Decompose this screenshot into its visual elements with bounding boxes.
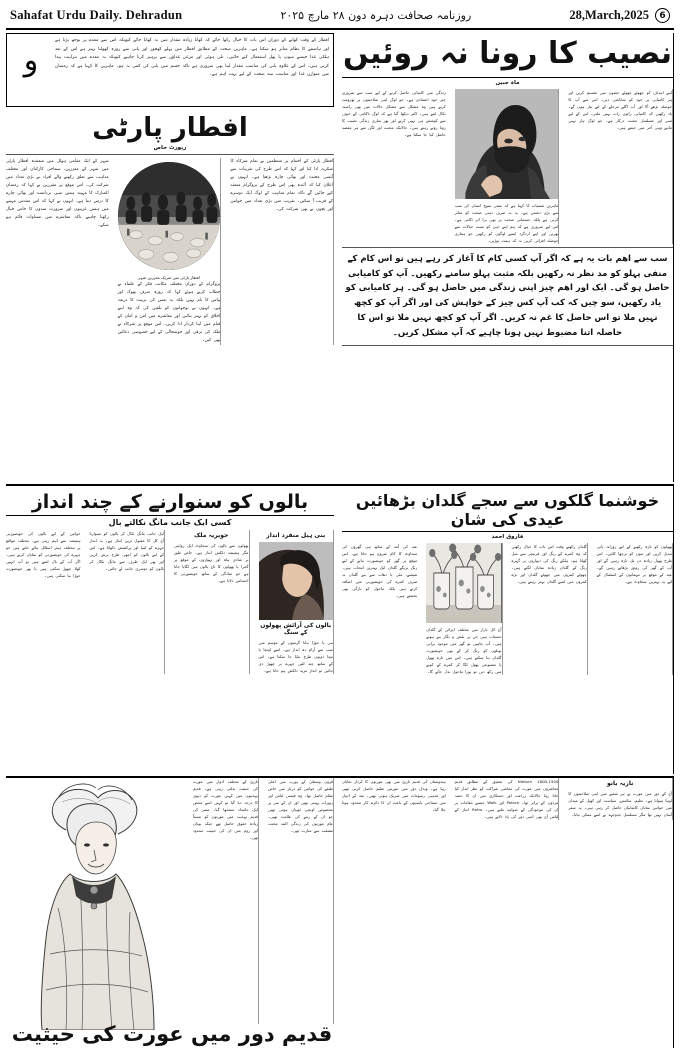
hair-col-3-text: پھولوں سے بالوں کی سجاوٹ ایک روایتی مگر ہمیشہ دلکش انداز ہے۔ خاص طور پر شادی بیاہ اور تہواروں کے موقع پر گجرا یا پھولوں کا تاج بالوں میں لگایا جاتا ہے جو سادگی کے ساتھ خوبصورتی کا احساس دلاتا ہے۔ — [174, 543, 249, 584]
main-col-2-text: ماہرین نفسیات کا کہنا ہے کہ منفی سوچ انسان کی سب سے بڑی دشمن ہے۔ یہ نہ صرف ذہنی صحت کو متاثر کرتی ہے بلکہ جسمانی صحت پر بھی برا اثر ڈالتی ہے۔ اس لیے ضروری ہے کہ ہم اپنے ذہن کو مثبت خیالات سے بھریں اور اپنے اردگرد ایسے لوگوں کو رکھیں جو ہماری حوصلہ افزائی کریں نہ کہ ہمت توڑیں۔ — [454, 202, 559, 243]
iftar-col-2-text: پروگرام کے دوران مختلف مکاتب فکر کے علماء نے خطاب کرتے ہوئے کہا کہ روزہ صرف بھوک اور پیاس کا نام نہیں بلکہ یہ نفس کی تربیت کا ذریعہ ہے۔ انہوں نے نوجوانوں کو تلقین کی کہ وہ اپنے اخلاق کو بہتر بنائیں اور معاشرے میں امن و امان کے قیام میں اپنا کردار ادا کریں۔ اس موقع پر شرکاء نے ملک کی ترقی اور خوشحالی کے لیے خصوصی دعائیں بھی کیں۔ — [117, 282, 221, 343]
main-article — [338, 33, 674, 482]
iftar-col-3-text: افطار پارٹی کے اختتام پر منتظمین نے تمام شرکاء کا شکریہ ادا کیا اور کہا کہ اس طرح کی تقریبات سے آپسی محبت اور بھائی چارہ بڑھتا ہے۔ انہوں نے اعلان کیا کہ آئندہ بھی اس طرح کے پروگرام منعقد کیے جائیں گے تاکہ تمام مذاہب کے لوگ ایک دوسرے کے قریب آ سکیں۔ تقریب میں بڑی تعداد میں خواتین اور بچوں نے بھی شرکت کی۔ — [230, 159, 334, 212]
vases-col-2-text: آج کل بازار میں مختلف ڈیزائن کے گلدان دستیاب ہیں جن پر نقش و نگار بنے ہوتے ہیں۔ آپ چاہیں تو گھر میں موجود پرانی بوتلوں کو رنگ کر کے بھی خوبصورت گلدان بنا سکتے ہیں۔ اس میں تازہ پھول یا مصنوعی پھول لگا کر کمرے کے کونے میں رکھ دیں تو پورا ماحول بدل جائے گا۔ — [426, 627, 502, 675]
hair-col-3 — [170, 530, 250, 674]
vases-col-1 — [342, 543, 417, 675]
boxed-brief — [6, 33, 334, 107]
vases-col-4-text: پھولوں کو تازہ رکھنے کے لیے روزانہ پانی تبدیل کریں اور تنوں کو ترچھا کاٹیں۔ اس طرح پھول زیادہ دن تک تازہ رہیں گے اور آپ کے گھر کی رونق بڑھاتے رہیں گے۔ عید کے موقع پر مہمانوں کے استقبال کے لیے یہ بہترین سجاوٹ ہے۔ — [596, 544, 672, 585]
bottom-section — [6, 776, 674, 1048]
vases-col-1-text: عید کی آمد کے ساتھ ہی گھروں کی سجاوٹ کا کام شروع ہو جاتا ہے۔ اس موقع پر گھر کو خوبصورت بنانے کے لیے رنگ برنگے گلدان ایک بہترین انتخاب ہیں۔ شیشے، مٹی یا دھات سے بنے گلدان نہ صرف کمرے کی خوبصورتی میں اضافہ کرتے ہیں بلکہ ماحول کو تازگی بھی بخشتے ہیں۔ — [342, 544, 418, 599]
masthead-title: Sahafat Urdu Daily. Dehradun — [10, 8, 183, 22]
history-col-e — [564, 778, 673, 820]
hair-model-svg — [259, 542, 334, 620]
main-col-3-text: اپنے اہداف کو چھوٹے چھوٹے حصوں میں تقسیم کریں اور ہر کامیابی پر خود کو شاباشی دیں۔ اس سے آپ کا حوصلہ بڑھے گا اور آپ اگلے مرحلے کے لیے تیار ہوں گے۔ یاد رکھیں کہ کامیابی راتوں رات نہیں ملتی، اس کے لیے صبر اور مسلسل محنت درکار ہے۔ جو لوگ ہار نہیں مانتے وہی آخر میں جیتتے ہیں۔ — [568, 89, 673, 130]
iftar-photo — [118, 162, 221, 270]
history-byline: نازیہ بانو — [607, 780, 634, 787]
vases-article — [338, 486, 674, 774]
history-headline: قدیم دور میں عورت کی حیثیت — [11, 1022, 333, 1046]
hair-col-1 — [6, 530, 81, 674]
main-headline: نصیب کا رونا نہ روئیں — [342, 36, 673, 71]
main-col-2 — [451, 89, 560, 244]
hair-col-2 — [86, 530, 166, 674]
medieval-woman-svg — [6, 778, 184, 1030]
hair-col-1-text: خواتین کے لیے بالوں کی خوبصورتی ہمیشہ سے اہم رہی ہے۔ مختلف مواقع پر مختلف ہیئر اسٹائل بنائے جاتے ہیں جو چہرے کی خوبصورتی کو نمایاں کرتے ہیں۔ اگر آپ کے بال لمبے ہیں تو آپ انہیں کھلا چھوڑ سکتی ہیں یا پھر خوبصورت جوڑا بنا سکتی ہیں۔ — [6, 531, 81, 579]
vases-columns — [342, 543, 673, 675]
history-col-a-text: تاریخ کے مختلف ادوار میں عورت کی حیثیت بدلتی رہی ہے۔ قدیم تہذیبوں میں کہیں عورت کو دیوی کا درجہ دیا گیا تو کہیں اسے محض ایک جائیداد سمجھا گیا۔ مصر کی قدیم تہذیب میں عورتوں کو نسبتاً زیادہ حقوق حاصل تھے جبکہ یونان اور روم میں ان کی حیثیت محدود تھی۔ — [193, 779, 258, 841]
history-col-b — [264, 778, 334, 1024]
hair-col-2-text: ایک جانب مانگ نکال کر بالوں کو سنوارنا آج کل کا مقبول ترین انداز ہے۔ یہ انداز چہرے کو لمبا اور پرکشش دکھاتا ہے۔ اس کے لیے بالوں کو اچھی طرح برش کریں اور پھر ایک طرف سے مانگ نکال کر بالوں کو دوسری جانب لے جائیں۔ — [89, 531, 164, 572]
iftar-col-1-text: شہر کے ایک مقامی ہوٹل میں منعقدہ افطار پارٹی میں شہر کے معززین، سماجی کارکنان اور مختلف مذاہب سے تعلق رکھنے والے افراد نے بڑی تعداد میں شرکت کی۔ اس موقع پر مقررین نے کہا کہ رمضان المبارک کا مہینہ ہمیں صبر، برداشت اور بھائی چارے کا درس دیتا ہے۔ انہوں نے کہا کہ اس مقدس مہینے میں ہمیں غریبوں اور ضرورت مندوں کا خاص خیال رکھنا چاہیے تاکہ معاشرے میں مساوات قائم ہو سکے۔ — [6, 159, 109, 228]
hair-col-4-text: بنی یا جوڑا بنانا گرمیوں کے موسم میں سب سے آرام دہ انداز ہے۔ اسے اونچا یا نیچا دونوں طرح بنایا جا سکتا ہے۔ اس کے ساتھ چند لٹیں چہرے پر چھوڑ دی جائیں تو انداز مزید دلکش ہو جاتا ہے۔ — [258, 640, 333, 674]
vases-col-3 — [508, 543, 588, 675]
main-col-1 — [342, 89, 446, 244]
masthead-date-group — [569, 8, 670, 23]
mid-section — [6, 484, 674, 774]
hair-sub2: بالوں کی آرائش پھولوں کے سنگ — [260, 622, 332, 636]
vases-headline: خوشنما گلکوں سے سجے گلدان بڑھائیں عیدی کی شان — [355, 491, 660, 529]
iftar-columns — [6, 158, 334, 345]
iftar-col-1 — [6, 158, 109, 345]
history-col-c — [342, 778, 446, 820]
paper-logo-icon: و — [23, 42, 39, 78]
woman-portrait-svg — [455, 89, 559, 199]
iftar-col-2 — [114, 158, 222, 345]
history-col-d — [451, 778, 560, 820]
main-col-1-text: زندگی میں کامیابی حاصل کرنے کے لیے سب سے ضروری چیز خود اعتمادی ہے۔ جو لوگ اپنی صلاحیتوں پر بھروسہ کرتے ہیں وہ مشکل سے مشکل حالات میں بھی راستہ نکال لیتے ہیں۔ اکثر دیکھا گیا ہے کہ لوگ ناکامی کے خوف سے کوشش ہی نہیں کرتے اور پھر ساری زندگی نصیب کا رونا روتے رہتے ہیں۔ حالانکہ محنت اور لگن سے ہر مقصد حاصل کیا جا سکتا ہے۔ — [342, 89, 446, 137]
top-section — [6, 30, 674, 482]
hair-byline: جویریہ ملک — [194, 532, 229, 539]
vases-col-4 — [593, 543, 673, 675]
masthead-urdu-title: روزنامہ صحافت دہرہ دون ۲۸ مارچ ۲۰۲۵ — [280, 9, 472, 22]
iftar-article — [6, 33, 338, 482]
hair-columns — [6, 530, 334, 674]
main-byline: ماہ جبیں — [495, 79, 520, 86]
history-columns-right — [342, 778, 673, 820]
flower-vases-svg — [426, 543, 501, 623]
boxed-brief-text: افطار کے وقت کھانے کے دوران اس بات کا خیال رکھا جائے کہ کھانا زیادہ مقدار میں نہ کھایا جائے کیونکہ اس سے معدے پر بوجھ پڑتا ہے اور ہاضمے کا نظام متاثر ہو سکتا ہے۔ ماہرین صحت کے مطابق افطار میں پہلے کھجور اور پانی سے روزہ کھولنا بہتر ہے اس کے بعد ہلکی غذا جیسے سوپ یا پھل استعمال کیے جائیں۔ تلی ہوئی اور مرغن غذاؤں سے پرہیز کرنا چاہیے کیونکہ یہ معدے میں تیزابیت پیدا کرتی ہیں۔ اس کے علاوہ پانی کی مناسب مقدار لینا بھی ضروری ہے تاکہ جسم میں پانی کی کمی نہ ہو۔ ماہرین کا کہنا ہے کہ رمضان میں متوازن غذا اور مناسب نیند صحت کے لیے بہت اہم ہے۔ — [55, 38, 329, 78]
hair-headline: بالوں کو سنوارنے کے چند انداز — [31, 491, 309, 513]
vases-col-3-text: گلدان رکھتے وقت اس بات کا خیال رکھیں کہ وہ کمرے کے رنگ اور فرنیچر سے میل کھاتا ہو۔ ہلکے رنگ کی دیواروں پر گہرے رنگ کے گلدان زیادہ نمایاں لگتے ہیں۔ چھوٹے کمروں میں چھوٹے گلدان اور بڑے کمروں میں لمبے گلدان بہتر رہتے ہیں۔ — [511, 544, 587, 585]
history-col-a — [189, 778, 259, 1024]
hair-subhead: کسی ایک جانب مانگ نکالتے بال — [108, 518, 232, 527]
iftar-photo-caption: افطار پارٹی میں شریک معززین شہر — [138, 275, 200, 280]
hair-col-4 — [255, 530, 335, 674]
iftar-col-3 — [226, 158, 334, 345]
hair-photo — [259, 542, 334, 620]
history-article-right — [338, 778, 674, 1048]
history-col-e-text: آج کے دور میں عورت نے ہر شعبے میں اپنی صلاحیتوں کا لوہا منوایا ہے۔ تعلیم، سائنس، سیاست اور کھیل کے میدان میں خواتین نمایاں کامیابیاں حاصل کر رہی ہیں۔ یہ سفر آسان نہیں تھا مگر مسلسل جدوجہد نے اسے ممکن بنایا۔ — [568, 791, 673, 818]
main-columns — [342, 89, 673, 244]
history-article-left — [6, 778, 338, 1048]
history-col-c-text: ہندوستان کی قدیم تاریخ میں بھی عورتوں کا کردار نمایاں رہا ہے۔ ویدک دور میں عورتیں تعلیم حاصل کرتی تھیں اور مذہبی رسومات میں شریک ہوتی تھیں۔ بعد کے ادوار میں سماجی پابندیوں کے باعث ان کا دائرہ کار محدود ہوتا چلا گیا۔ — [342, 779, 446, 813]
vases-col-2 — [422, 543, 502, 675]
iftar-photo-svg — [118, 162, 221, 270]
hair-article — [6, 486, 338, 774]
iftar-headline: افطار پارٹی — [92, 113, 248, 143]
main-pull-quote: سب سے اھم بات یہ ہے کہ اگر آپ کسی کام کا آغاز کر رہے ہیں تو اس کام کے منفی پہلو کو مد نظر نہ رکھیں بلکہ مثبت پہلو سامنے رکھیں۔ آپ کو کامیابی حاصل ہو گی۔ ایک اور اھم چیز اپنی زندگی میں حاصل ہو گی۔ ہر کامیابی کو یاد رکھیں، سو چیں کہ کب آپ کس چیز کے خواہش کی اور اگر آپ کو کچھ نہیں ملا تو اس حاصل کا غم نہ کریں۔ اگر آپ کو کچھ نہیں ملا تو اس کا حاصلہ اتنا مضبوط نہیں ہونا چاہیے کہ آپ مشکل کریں۔ — [345, 253, 670, 339]
queen-photo — [6, 778, 184, 1030]
main-photo — [455, 89, 559, 199]
history-col-b-text: قرون وسطیٰ کے یورپ میں اعلیٰ طبقے کی خواتین کو دربار میں خاص مقام حاصل تھا۔ وہ قیمتی لباس اور زیورات پہنتی تھیں اور ان کے سر پر مخصوص اونچی ٹوپیاں ہوتی تھیں جو ان کے رتبے کی علامت تھیں۔ عام عورتوں کی زندگی البتہ محنت مشقت سے عبارت تھی۔ — [268, 779, 333, 834]
vases-photo — [426, 543, 501, 623]
masthead — [6, 4, 674, 30]
hair-sub3: بنی ہیل منفرد انداز — [266, 532, 326, 539]
page-number-badge: 6 — [655, 8, 670, 23]
iftar-byline: رپورٹ خاص — [153, 145, 187, 151]
masthead-date: 28,March,2025 — [569, 8, 649, 22]
history-col-d-text: Nielsen 1800-1500 کی تحقیق کے مطابق قدیم معاشروں میں عورت کی معاشی شراکت کو نظر انداز کیا جاتا رہا حالانکہ زراعت اور دستکاری میں ان کا حصہ مردوں کے برابر تھا۔ Palace اور Walk جیسے مقامات پر ان کی موجودگی کے شواہد ملتے ہیں۔ Retro انداز کے لباس آج بھی اسی دور کی یاد دلاتے ہیں۔ — [454, 779, 559, 820]
main-col-3 — [564, 89, 673, 244]
vases-byline: فاروق احمد — [491, 534, 524, 540]
